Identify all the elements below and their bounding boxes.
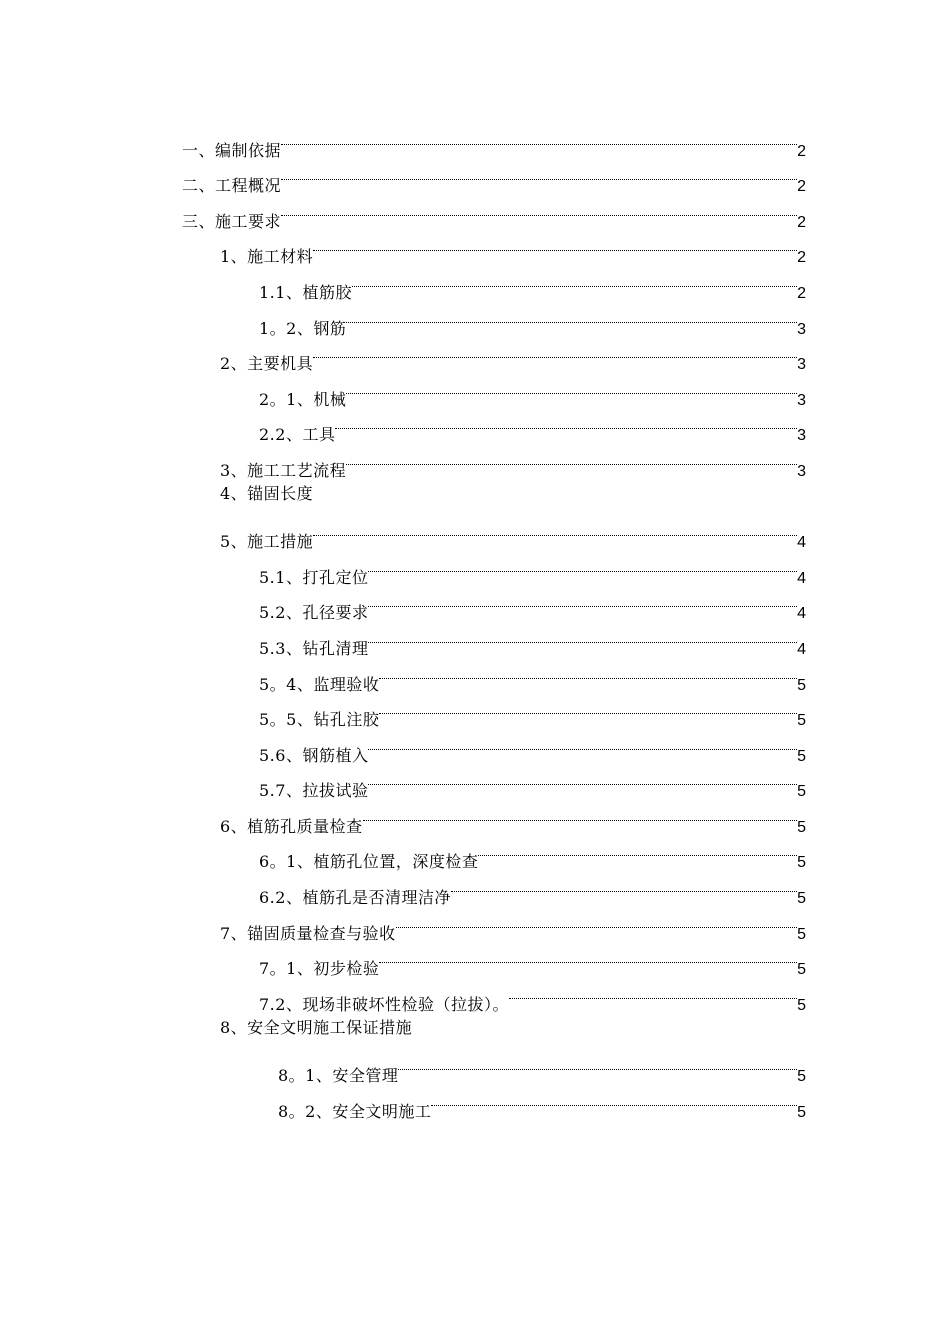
toc-page-number: 3 — [797, 427, 806, 445]
toc-dot-leader — [335, 405, 797, 441]
toc-page-number: 4 — [797, 534, 806, 552]
toc-page-number: 3 — [797, 391, 806, 409]
toc-dot-leader — [346, 298, 797, 334]
toc-page-number: 4 — [797, 640, 806, 658]
toc-dot-leader — [352, 262, 797, 298]
toc-entry[interactable] — [182, 476, 806, 512]
toc-page-number: 5 — [797, 747, 806, 765]
toc-page-number: 5 — [797, 712, 806, 730]
toc-entry-title: 2.2、工具 — [259, 425, 336, 445]
toc-entry-title: 1.1、植筋胶 — [259, 282, 352, 302]
toc-entry-title: 1。2、钢筋 — [259, 318, 347, 338]
toc-entry-title: 5。5、钻孔注胶 — [259, 710, 380, 730]
toc-dot-leader — [451, 867, 797, 903]
toc-dot-leader — [379, 654, 797, 690]
toc-dot-leader — [313, 227, 797, 263]
toc-page-number: 5 — [797, 676, 806, 694]
toc-dot-leader — [346, 440, 797, 476]
toc-entry-title: 5.3、钻孔清理 — [259, 638, 369, 658]
toc-entry-title: 1、施工材料 — [220, 247, 314, 267]
toc-entry-title: 6。1、植筋孔位置，深度检查 — [259, 852, 479, 872]
toc-page-number: 4 — [797, 569, 806, 587]
toc-dot-leader — [368, 725, 797, 761]
toc-entry-title: 5、施工措施 — [220, 532, 314, 552]
toc-dot-leader — [379, 690, 797, 726]
toc-page-number: 3 — [797, 462, 806, 480]
toc-dot-leader — [396, 903, 797, 939]
toc-page-number: 4 — [797, 605, 806, 623]
toc-entry-title: 5.7、拉拔试验 — [259, 781, 369, 801]
toc-entry-title: 6.2、植筋孔是否清理洁净 — [259, 888, 451, 908]
toc-entry-title: 7、锚固质量检查与验收 — [220, 923, 396, 943]
toc-page-number: 5 — [797, 854, 806, 872]
toc-entry-title: 8、安全文明施工保证措施 — [220, 1017, 413, 1037]
toc-page-number: 3 — [797, 356, 806, 374]
toc-entry[interactable] — [182, 120, 806, 160]
toc-dot-leader — [346, 369, 797, 405]
toc-dot-leader — [313, 512, 797, 548]
toc-entry-title: 5.6、钢筋植入 — [259, 745, 369, 765]
table-of-contents — [182, 120, 806, 1121]
toc-entry-title: 7。1、初步检验 — [259, 959, 380, 979]
toc-page-number: 3 — [797, 320, 806, 338]
toc-dot-leader — [313, 334, 797, 370]
toc-page-number: 5 — [797, 996, 806, 1014]
toc-entry[interactable] — [182, 1081, 806, 1121]
toc-page-number: 5 — [797, 925, 806, 943]
toc-entry-title: 3、施工工艺流程 — [220, 460, 347, 480]
toc-entry-title: 5.2、孔径要求 — [259, 603, 369, 623]
toc-page-number: 2 — [797, 284, 806, 302]
toc-entry-title: 7.2、现场非破坏性检验（拉拔）。 — [259, 994, 509, 1014]
toc-entry-title: 6、植筋孔质量检查 — [220, 816, 363, 836]
toc-dot-leader — [431, 1081, 797, 1117]
toc-entry-title: 8。1、安全管理 — [278, 1066, 399, 1086]
toc-dot-leader — [379, 939, 797, 975]
toc-dot-leader — [281, 120, 797, 156]
toc-dot-leader — [281, 156, 797, 192]
toc-page-number: 2 — [797, 142, 806, 160]
toc-entry-title: 一、编制依据 — [182, 140, 282, 160]
toc-page-number: 5 — [797, 961, 806, 979]
toc-dot-leader — [368, 547, 797, 583]
toc-entry-title: 2。1、机械 — [259, 389, 347, 409]
toc-dot-leader — [478, 832, 797, 868]
toc-page-number: 2 — [797, 249, 806, 267]
toc-dot-leader — [368, 583, 797, 619]
toc-dot-leader — [368, 618, 797, 654]
toc-dot-leader — [281, 191, 797, 227]
toc-entry-title: 8。2、安全文明施工 — [278, 1101, 432, 1121]
toc-entry[interactable] — [182, 512, 806, 552]
toc-dot-leader — [398, 1045, 797, 1081]
toc-entry-title: 二、工程概况 — [182, 176, 282, 196]
toc-page-number: 2 — [797, 178, 806, 196]
toc-page-number: 2 — [797, 213, 806, 231]
toc-page-number: 5 — [797, 1103, 806, 1121]
toc-entry-title: 2、主要机具 — [220, 354, 314, 374]
toc-entry-title: 4、锚固长度 — [220, 483, 314, 503]
toc-dot-leader — [509, 974, 797, 1010]
toc-dot-leader — [368, 761, 797, 797]
toc-entry[interactable] — [182, 1045, 806, 1086]
toc-page-number: 5 — [797, 783, 806, 801]
toc-page-number: 5 — [797, 1068, 806, 1086]
toc-entry-title: 5。4、监理验收 — [259, 674, 380, 694]
toc-page-number: 5 — [797, 890, 806, 908]
toc-dot-leader — [363, 796, 797, 832]
toc-page-number: 5 — [797, 818, 806, 836]
toc-entry-title: 三、施工要求 — [182, 211, 282, 231]
toc-entry-title: 5.1、打孔定位 — [259, 567, 369, 587]
